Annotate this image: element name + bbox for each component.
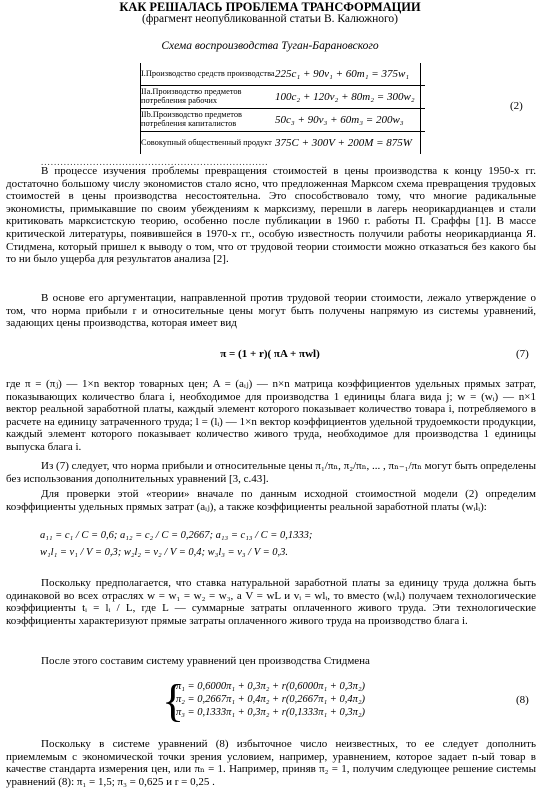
- article-title: КАК РЕШАЛАСЬ ПРОБЛЕМА ТРАНСФОРМАЦИИ: [119, 0, 421, 14]
- paragraph-text: После этого составим систему уравнений цен производства Стидмена: [41, 655, 370, 667]
- scheme-label: IIb.Производство предметов потребления капиталистов: [141, 109, 275, 132]
- paragraph-text: В процессе изучения проблемы превращения стоимостей в цены производства к концу 1950-х гг. достаточно большому числу экономистов стало ясно, что предложенная Марксом схема превращения трудовых стоимостей в цены производства несостоятельна. Это способствовало тому, что многие радикальные экономисты, примыкавшие по своим убеждениям к марксизму, перешли в лагерь неорикардианцев и стали критиковать марксистскую теорию, особенно после публикации в 1960 г. работы П. Сраффы [1]. В массе критической литературы, появившейся в 1970-х гг., особую известность получили работы неорикардианца Я. Стидмена, который пришел к выводу о том, что от трудовой теории стоимости можно отказаться без какого бы то ни было ущерба для результатов анализа [2].: [6, 165, 536, 266]
- coefficients-line-2: w₁l₁ = v₁ / V = 0,3; w₂l₂ = v₂ / V = 0,4; w₃l₃ = v₃ / V = 0,3.: [40, 547, 289, 558]
- system-equation-2: π₂ = 0,2667π₁ + 0,4π₂ + r(0,2667π₁ + 0,4π₂): [176, 694, 365, 705]
- system-brace: {: [162, 675, 185, 726]
- scheme-equation: 50c₃ + 90v₃ + 60m₃ = 200w₃: [275, 109, 425, 132]
- scheme-label: IIa.Производство предметов потребления рабочих: [141, 86, 275, 109]
- scheme-row: [141, 86, 425, 109]
- paragraph-text: Для проверки этой «теории» вначале по данным исходной стоимостной модели (2) определим коэффициенты удельных прямых затрат (aᵢⱼ), а также коэффициенты реальной заработной платы (wᵢlᵢ):: [6, 488, 536, 513]
- article-subtitle: (фрагмент неопубликованной статьи В. Калюжного): [141, 13, 398, 25]
- scheme-equation: 225c₁ + 90v₁ + 60m₁ = 375w₁: [275, 63, 425, 86]
- system-equation-1: π₁ = 0,6000π₁ + 0,3π₂ + r(0,6000π₁ + 0,3π₂): [176, 681, 365, 692]
- equation-number-7: (7): [516, 348, 529, 360]
- scheme-equation: 375C + 300V + 200M = 875W: [275, 137, 412, 149]
- scheme-title: Схема воспроизводства Туган-Барановского: [161, 40, 379, 52]
- equation-number-2: (2): [510, 100, 523, 112]
- scheme-row: [141, 63, 425, 86]
- scheme-row: [141, 109, 425, 132]
- paragraph-4: [6, 460, 536, 485]
- paragraph-text: Поскольку предполагается, что ставка натуральной заработной платы за единицу труда должна быть одинаковой во всех отраслях w = w₁ = w₂ = w₃, а V = wL и vᵢ = wlᵢ, то вместо (wᵢlᵢ) получаем технологические коэффициенты tᵢ = lᵢ / L, где L — суммарные затраты оплаченного живого труда. Эти технологические коэффициенты характеризуют прямые затраты оплаченного живого труда на производство блага i.: [6, 577, 536, 627]
- system-equation-3: π₃ = 0,1333π₁ + 0,3π₂ + r(0,1333π₁ + 0,3π₂): [176, 707, 365, 718]
- paragraph-1: [6, 165, 536, 266]
- paragraph-text: В основе его аргументации, направленной против трудовой теории стоимости, лежало утверждение о том, что норма прибыли r и относительные цены могут быть получены напрямую из системы уравнений, задающих цены производства, которая имеет вид: [6, 292, 536, 330]
- paragraph-7: [6, 655, 536, 668]
- paragraph-2: [6, 292, 536, 330]
- coefficients-line-1: a₁₁ = c₁ / C = 0,6; a₁₂ = c₂ / C = 0,2667; a₁₃ = c₁₃ / C = 0,1333;: [40, 530, 313, 541]
- scheme-equation: 100c₂ + 120v₂ + 80m₂ = 300w₂: [275, 86, 425, 109]
- paragraph-text: Из (7) следует, что норма прибыли и относительные цены π₁/πₙ, π₂/πₙ, ... , πₙ₋₁/πₙ могут быть определены без использования дополнительных уравнений [3, c.43].: [6, 460, 536, 485]
- equation-number-8: (8): [516, 694, 529, 706]
- scheme-label: Совокупный общественный продукт: [141, 137, 272, 147]
- paragraph-6: [6, 577, 536, 627]
- paragraph-8: [6, 738, 536, 788]
- paragraph-5: [6, 488, 536, 513]
- scheme-label: I.Производство средств производства: [141, 63, 275, 86]
- paragraph-text: где π = (πⱼ) — 1×n вектор товарных цен; A = (aᵢⱼ) — n×n матрица коэффициентов удельных прямых затрат, показывающих количество блага i, необходимое для производства 1 единицы блага вида j; w = (wᵢ) — n×1 вектор реальной заработной платы, каждый элемент которого показывает количество товара i, потребляемого в расчете на единицу затраченного труда; l = (lᵢ) — 1×n вектор коэффициентов удельной трудоемкости продукции, каждый элемент которого показывает количество живого труда, необходимое для производства 1 единицы выпуска блага i.: [6, 378, 536, 453]
- reproduction-scheme-table: [141, 63, 425, 154]
- ellipsis-separator: ......................................................................: [41, 157, 269, 167]
- scheme-row: [141, 132, 425, 155]
- equation-7: π = (1 + r)( πA + πwl): [220, 348, 320, 360]
- paragraph-3: [6, 378, 536, 454]
- paragraph-text: Поскольку в системе уравнений (8) избыточное число неизвестных, то ее следует дополнить приемлемым с экономической точки зрения условием, например, уравнением, которое задает n-ый товар в качестве стандарта измерения цен, или πₙ = 1. Например, приняв π₂ = 1, получим следующее решение системы уравнений (8): π₁ = 1,5; π₃ = 0,625 и r = 0,25 .: [6, 738, 536, 788]
